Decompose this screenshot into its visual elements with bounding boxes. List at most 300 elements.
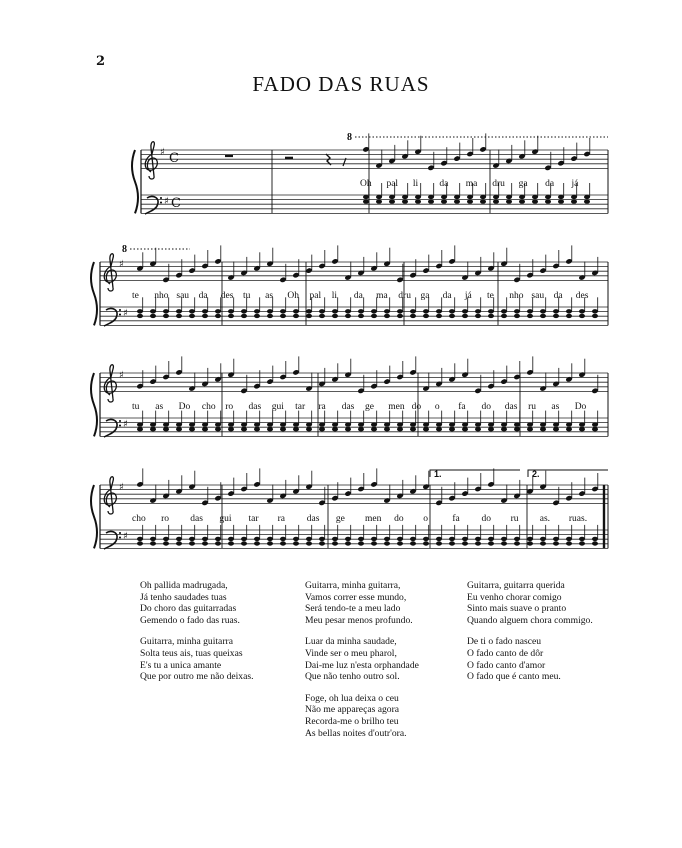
note-head	[540, 309, 546, 313]
note-head	[579, 314, 585, 318]
note-head	[475, 309, 481, 313]
note-head	[480, 195, 486, 199]
verse-line: Luar da minha saudade,	[305, 636, 397, 648]
note-head	[202, 427, 208, 431]
note-head	[566, 309, 572, 313]
note-head	[410, 309, 416, 313]
note-head	[423, 422, 429, 426]
note-head	[137, 541, 143, 545]
note-head	[189, 537, 195, 541]
note-head	[501, 309, 507, 313]
note-head	[436, 427, 442, 431]
music-system	[91, 468, 608, 549]
note-head	[293, 541, 299, 545]
note-head	[376, 199, 382, 203]
lyric-syllable: da	[553, 291, 563, 301]
note-head	[527, 537, 533, 541]
note-head	[592, 422, 598, 426]
lyric-syllable: dru	[492, 179, 505, 189]
note-head	[345, 427, 351, 431]
brace	[91, 373, 97, 436]
note-head	[410, 314, 416, 318]
note-head	[371, 422, 377, 426]
note-head	[215, 422, 221, 426]
note-head	[402, 199, 408, 203]
note-head	[293, 537, 299, 541]
lyric-syllable: te	[487, 291, 494, 301]
lyric-syllable: des	[220, 291, 234, 301]
lyric-syllable: ma	[465, 179, 478, 189]
verse-line: Dai-me luz n'esta orphandade	[305, 659, 419, 671]
verse-line: Que não tenho outro sol.	[305, 671, 400, 683]
note-head	[506, 195, 512, 199]
note-head	[592, 537, 598, 541]
lyric-syllable: sau	[531, 291, 545, 301]
note-head	[454, 195, 460, 199]
bass-clef-dot	[119, 314, 121, 316]
note-head	[376, 195, 382, 199]
note-head	[493, 199, 499, 203]
note-head	[163, 541, 169, 545]
note-head	[501, 314, 507, 318]
note-head	[384, 541, 390, 545]
note-head	[358, 541, 364, 545]
bass-clef-dot	[160, 197, 162, 199]
lyric-syllable: já	[571, 179, 579, 189]
lyric-syllable: te	[132, 291, 139, 301]
lyric-syllable: as	[551, 402, 560, 412]
stanza	[467, 580, 593, 626]
note-head	[462, 309, 468, 313]
note-head	[363, 199, 369, 203]
note-head	[428, 199, 434, 203]
lyric-syllable: Oh	[287, 291, 299, 301]
lyric-syllable: do	[394, 514, 404, 524]
note-head	[462, 422, 468, 426]
lyric-syllable: do	[481, 402, 491, 412]
note-head	[527, 314, 533, 318]
note-head	[475, 541, 481, 545]
note-head	[553, 541, 559, 545]
note-head	[501, 422, 507, 426]
note-head	[189, 427, 195, 431]
note-head	[540, 537, 546, 541]
note-head	[358, 537, 364, 541]
note-head	[371, 427, 377, 431]
bass-clef-dot	[119, 532, 121, 534]
verse-line: Já tenho saudades tuas	[140, 591, 227, 603]
treble-clef-icon	[145, 142, 157, 179]
verse-line: Guitarra, minha guitarra	[140, 636, 233, 648]
note-head	[254, 541, 260, 545]
note-head	[319, 422, 325, 426]
note-head	[228, 314, 234, 318]
note-head	[267, 309, 273, 313]
note-head	[280, 541, 286, 545]
note-head	[449, 314, 455, 318]
lyric-syllable: nho	[509, 291, 524, 301]
verse-line: Sinto mais suave o pranto	[467, 603, 567, 615]
note-head	[467, 195, 473, 199]
verse-line: Vinde ser o meu pharol,	[305, 647, 397, 659]
note-head	[163, 427, 169, 431]
lyric-syllable: gui	[271, 402, 284, 412]
note-head	[332, 427, 338, 431]
page-number: 2	[96, 54, 106, 69]
note-head	[176, 537, 182, 541]
note-head	[254, 422, 260, 426]
note-head	[332, 314, 338, 318]
note-head	[514, 537, 520, 541]
note-head	[358, 314, 364, 318]
lyric-syllable: do	[411, 402, 422, 412]
note-head	[267, 422, 273, 426]
note-head	[358, 309, 364, 313]
note-head	[176, 541, 182, 545]
lyric-syllable: ro	[225, 402, 234, 412]
treble-clef-icon	[104, 477, 116, 514]
note-head	[592, 541, 598, 545]
note-head	[436, 309, 442, 313]
note-head	[501, 541, 507, 545]
lyric-syllable: tar	[248, 514, 259, 524]
lyric-syllable: ru	[510, 514, 519, 524]
note-head	[592, 427, 598, 431]
lyric-syllable: li	[412, 179, 419, 189]
note-head	[428, 195, 434, 199]
note-head	[267, 314, 273, 318]
note-head	[480, 199, 486, 203]
note-head	[501, 537, 507, 541]
note-head	[363, 195, 369, 199]
note-head	[215, 309, 221, 313]
note-head	[488, 427, 494, 431]
verse-line: Foge, oh lua deixa o ceu	[305, 692, 399, 704]
note-head	[540, 541, 546, 545]
note-head	[137, 427, 143, 431]
note-head	[150, 314, 156, 318]
note-head	[566, 541, 572, 545]
note-head	[558, 195, 564, 199]
bass-clef-dot	[119, 309, 121, 311]
note-head	[189, 541, 195, 545]
note-head	[189, 309, 195, 313]
note-head	[553, 537, 559, 541]
note-head	[293, 314, 299, 318]
verse-line: Gemendo o fado das ruas.	[140, 614, 240, 626]
note-head	[332, 309, 338, 313]
note-head	[566, 314, 572, 318]
note-head	[545, 195, 551, 199]
note-head	[319, 314, 325, 318]
lyric-syllable: fa	[458, 402, 466, 412]
lyric-syllable: ruas.	[568, 514, 588, 524]
note-head	[410, 422, 416, 426]
note-head	[228, 309, 234, 313]
note-head	[397, 422, 403, 426]
note-head	[389, 199, 395, 203]
note-head	[449, 427, 455, 431]
lyric-syllable: cho	[132, 514, 146, 524]
note-head	[371, 314, 377, 318]
note-head	[384, 309, 390, 313]
note-head	[506, 199, 512, 203]
note-head	[415, 199, 421, 203]
note-head	[397, 537, 403, 541]
note-head	[527, 422, 533, 426]
verse-line: Meu pesar menos profundo.	[305, 614, 413, 626]
lyric-syllable: o	[434, 402, 440, 412]
common-time-icon: C	[171, 196, 181, 211]
note-head	[558, 199, 564, 203]
note-head	[436, 422, 442, 426]
stanza	[305, 580, 419, 626]
note-head	[241, 541, 247, 545]
verses-column-2	[305, 580, 419, 749]
verse-line: As bellas noites d'outr'ora.	[305, 727, 407, 739]
note-head	[228, 427, 234, 431]
note-head	[519, 195, 525, 199]
note-head	[202, 314, 208, 318]
note-head	[137, 422, 143, 426]
note-head	[345, 541, 351, 545]
note-head	[241, 537, 247, 541]
note-head	[280, 537, 286, 541]
note-head	[228, 422, 234, 426]
bass-clef-icon	[145, 196, 158, 214]
verse-line: Vamos correr esse mundo,	[305, 591, 407, 603]
note-head	[319, 541, 325, 545]
lyric-syllable: men	[388, 402, 405, 412]
note-head	[436, 314, 442, 318]
note-head	[397, 314, 403, 318]
note-head	[423, 537, 429, 541]
note-head	[449, 537, 455, 541]
ottava-mark: 8	[122, 244, 127, 255]
note-head	[384, 537, 390, 541]
sharp-icon: ♯	[123, 531, 128, 542]
note-head	[436, 541, 442, 545]
bass-clef-dot	[119, 537, 121, 539]
lyric-syllable: men	[365, 514, 382, 524]
note-head	[306, 309, 312, 313]
note-head	[475, 537, 481, 541]
note-head	[475, 422, 481, 426]
note-head	[306, 541, 312, 545]
lyric-syllable: dru	[398, 291, 411, 301]
note-head	[293, 309, 299, 313]
lyric-syllable: do	[481, 514, 491, 524]
note-head	[415, 195, 421, 199]
note-head	[501, 427, 507, 431]
note-head	[441, 195, 447, 199]
lyric-syllable: já	[464, 291, 472, 301]
note-head	[332, 422, 338, 426]
ending-label: 1.	[434, 469, 442, 479]
note-head	[423, 309, 429, 313]
sharp-icon: ♯	[119, 370, 124, 381]
note-head	[592, 309, 598, 313]
lyric-syllable: as	[265, 291, 274, 301]
bass-clef-dot	[119, 425, 121, 427]
note-head	[553, 309, 559, 313]
note-head	[527, 427, 533, 431]
note-head	[150, 541, 156, 545]
treble-clef-icon	[104, 254, 116, 291]
note-head	[267, 427, 273, 431]
sharp-icon: ♯	[164, 196, 169, 207]
lyric-syllable: tar	[295, 402, 306, 412]
note-head	[202, 541, 208, 545]
verse-line: O fado que é canto meu.	[467, 671, 561, 683]
note-head	[527, 541, 533, 545]
lyric-syllable: ro	[161, 514, 170, 524]
note-head	[571, 195, 577, 199]
note-head	[319, 309, 325, 313]
note-head	[150, 422, 156, 426]
note-head	[163, 309, 169, 313]
lyric-syllable: li	[331, 291, 337, 301]
note-head	[514, 422, 520, 426]
note-head	[332, 541, 338, 545]
common-time-icon: C	[169, 151, 179, 166]
note-head	[280, 422, 286, 426]
note-head	[488, 309, 494, 313]
note-head	[449, 541, 455, 545]
note-head	[254, 537, 260, 541]
note-head	[462, 541, 468, 545]
note-head	[553, 422, 559, 426]
lyric-syllable: tu	[132, 402, 140, 412]
lyric-syllable: pal	[309, 291, 322, 301]
lyric-syllable: sau	[176, 291, 190, 301]
note-head	[423, 314, 429, 318]
note-head	[540, 422, 546, 426]
lyric-syllable: nho	[154, 291, 169, 301]
note-head	[475, 314, 481, 318]
note-head	[371, 541, 377, 545]
note-head	[532, 195, 538, 199]
treble-clef-icon	[104, 365, 116, 402]
note-head	[553, 427, 559, 431]
verse-line: Solta teus ais, tuas queixas	[140, 647, 243, 659]
verse-line: Quando alguem chora commigo.	[467, 614, 593, 626]
note-head	[345, 314, 351, 318]
note-head	[241, 422, 247, 426]
note-head	[371, 537, 377, 541]
note-head	[579, 427, 585, 431]
note-head	[358, 422, 364, 426]
sharp-icon: ♯	[123, 308, 128, 319]
sharp-icon: ♯	[119, 259, 124, 270]
note-head	[163, 537, 169, 541]
note-head	[514, 314, 520, 318]
note-head	[371, 309, 377, 313]
lyric-syllable: gui	[219, 514, 232, 524]
note-head	[488, 537, 494, 541]
note-head	[202, 309, 208, 313]
verse-line: O fado canto d'amor	[467, 659, 546, 671]
note-head	[176, 427, 182, 431]
lyric-syllable: ge	[335, 514, 345, 524]
volta-bracket	[528, 470, 608, 477]
note-head	[423, 541, 429, 545]
note-head	[527, 309, 533, 313]
verse-line: E's tu a unica amante	[140, 659, 222, 671]
note-head	[306, 537, 312, 541]
note-head	[488, 314, 494, 318]
lyric-syllable: das	[341, 402, 355, 412]
note-head	[566, 537, 572, 541]
lyric-syllable: cho	[201, 402, 216, 412]
lyric-syllable: da	[442, 291, 452, 301]
lyric-syllable: as.	[539, 514, 551, 524]
lyric-syllable: ma	[376, 291, 388, 301]
lyric-syllable: fa	[452, 514, 460, 524]
ending-label: 2.	[532, 469, 540, 479]
lyric-syllable: as	[155, 402, 164, 412]
verse-line: Guitarra, minha guitarra,	[305, 580, 401, 591]
note-head	[293, 427, 299, 431]
lyric-syllable: das	[504, 402, 518, 412]
verses-column-3	[467, 580, 593, 693]
note-head	[150, 427, 156, 431]
note-head	[319, 427, 325, 431]
lyric-syllable: da	[545, 179, 555, 189]
note-head	[423, 427, 429, 431]
note-head	[579, 537, 585, 541]
brace	[91, 485, 97, 548]
lyric-syllable: tu	[242, 291, 251, 301]
music-system	[91, 356, 608, 437]
lyric-syllable: pal	[386, 179, 399, 189]
note-head	[280, 309, 286, 313]
note-head	[397, 427, 403, 431]
note-head	[579, 422, 585, 426]
note-head	[462, 427, 468, 431]
lyric-syllable: da	[198, 291, 208, 301]
note-head	[553, 314, 559, 318]
lyric-syllable: ge	[365, 402, 374, 412]
sharp-icon: ♯	[160, 147, 165, 158]
note-head	[176, 314, 182, 318]
lyric-syllable: Do	[574, 402, 587, 412]
note-head	[137, 537, 143, 541]
bass-clef-icon	[104, 308, 117, 326]
note-head	[566, 422, 572, 426]
brace	[132, 150, 138, 213]
note-head	[441, 199, 447, 203]
lyric-syllable: ra	[318, 402, 326, 412]
note-head	[462, 314, 468, 318]
stanza	[305, 636, 419, 682]
note-head	[384, 427, 390, 431]
note-head	[202, 537, 208, 541]
note-head	[254, 309, 260, 313]
sharp-icon: ♯	[123, 419, 128, 430]
lyric-syllable: o	[423, 514, 428, 524]
verse-line: Recorda-me o brilho teu	[305, 715, 399, 727]
note-head	[215, 541, 221, 545]
note-head	[150, 537, 156, 541]
lyric-syllable: da	[439, 179, 449, 189]
ottava-mark: 8	[347, 132, 352, 143]
stanza	[140, 580, 254, 626]
page-title: FADO DAS RUAS	[252, 72, 430, 96]
score-systems	[91, 132, 608, 549]
stanza	[140, 636, 254, 682]
lyric-syllable: Oh	[360, 179, 372, 189]
